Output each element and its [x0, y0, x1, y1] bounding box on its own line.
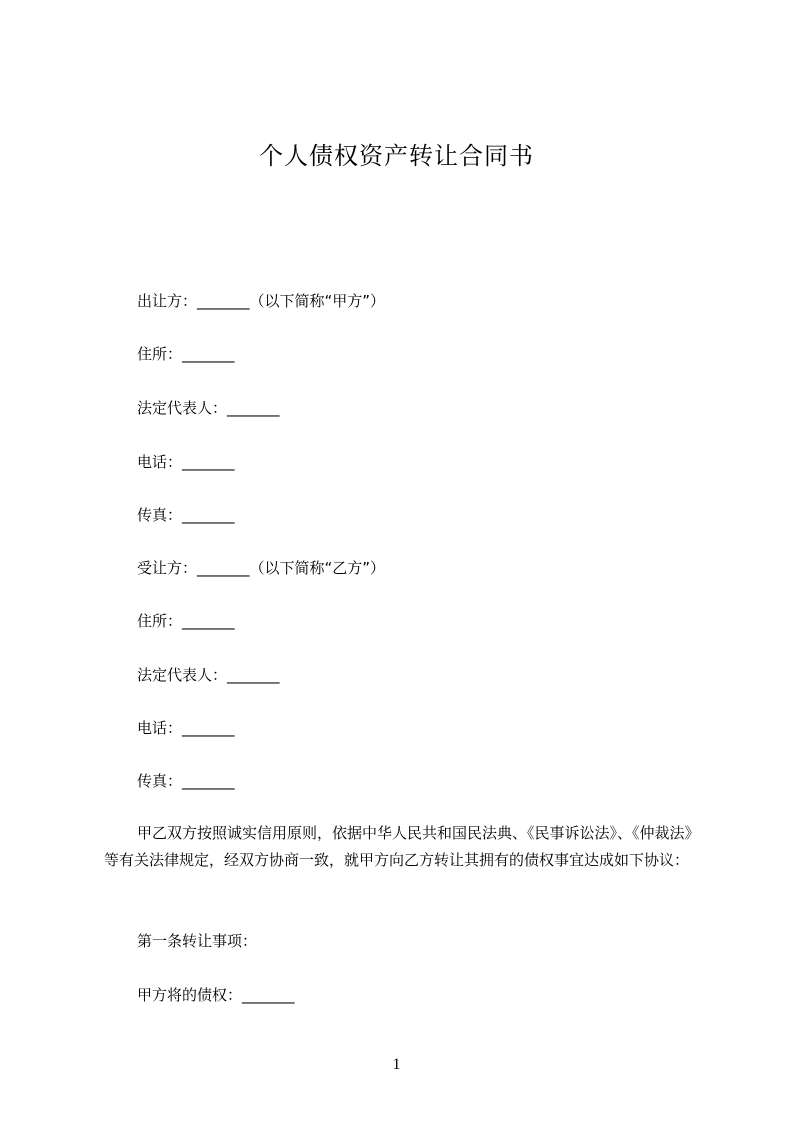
transferee-phone-line: 电话：_______	[137, 719, 235, 737]
transferor-phone-line: 电话：_______	[137, 453, 235, 471]
transferor-legal-rep-line: 法定代表人：_______	[137, 399, 280, 417]
transferee-address-line: 住所：_______	[137, 612, 235, 630]
transferor-address-line: 住所：_______	[137, 345, 235, 363]
preamble-paragraph	[104, 820, 704, 874]
document-title: 个人债权资产转让合同书	[259, 142, 534, 170]
transferor-fax-line: 传真：_______	[137, 506, 235, 524]
page-number: 1	[392, 1056, 401, 1073]
article-1-line: 甲方将的债权：_______	[137, 986, 295, 1004]
transferee-party-line: 受让方：_______（以下简称“乙方”）	[137, 559, 386, 577]
transferor-party-line: 出让方：_______（以下简称“甲方”）	[137, 292, 386, 310]
article-1-heading: 第一条转让事项：	[137, 932, 258, 950]
transferee-legal-rep-line: 法定代表人：_______	[137, 666, 280, 684]
transferee-fax-line: 传真：_______	[137, 772, 235, 790]
preamble-text: 甲乙双方按照诚实信用原则，依据中华人民共和国民法典、《民事诉讼法》、《仲裁法》等有关法律规定，经双方协商一致，就甲方向乙方转让其拥有的债权事宜达成如下协议：	[104, 824, 700, 869]
